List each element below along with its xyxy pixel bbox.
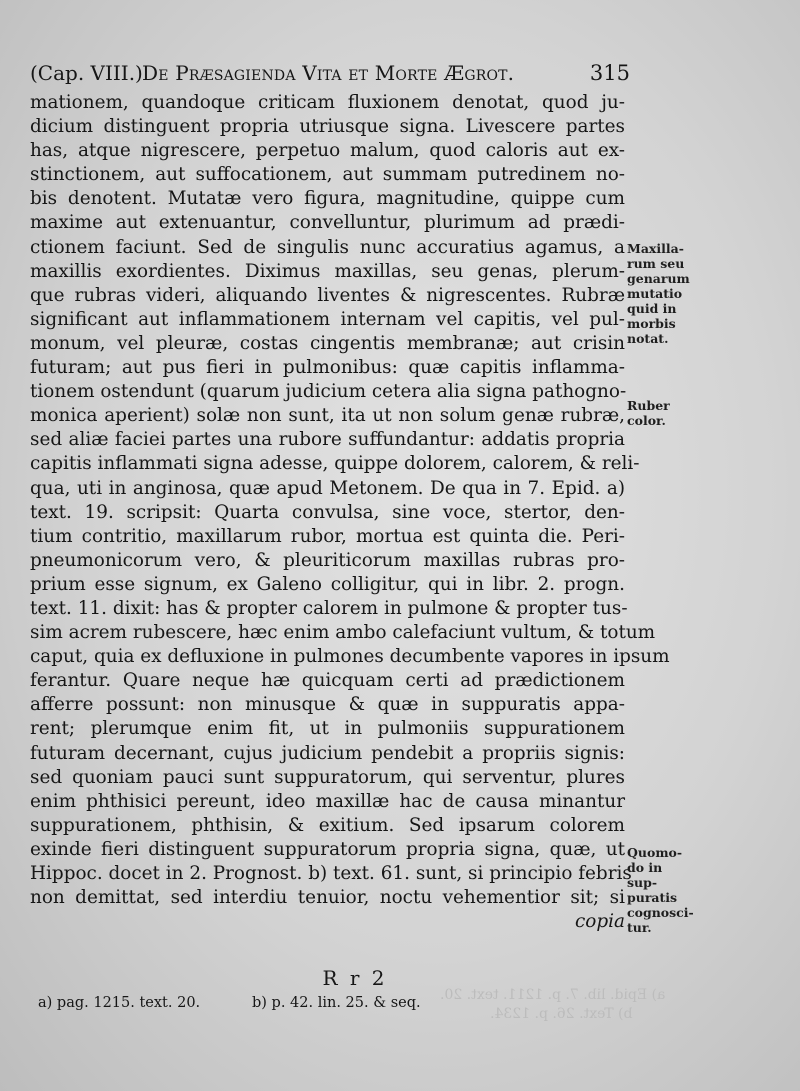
text-line: qua, uti in anginosa, quæ apud Metonem. De qua in 7. Epid. a) [30, 477, 625, 499]
bleed-through-text: b) Text. 26. p. 1234. [490, 1006, 633, 1022]
text-line: Hippoc. docet in 2. Prognost. b) text. 61. sunt, si principio febris [30, 863, 632, 884]
text-line: exinde fieri distinguent suppuratorum propria signa, quæ, ut [30, 838, 625, 860]
signature-mark: R r 2 [322, 966, 388, 990]
margin-note-line: quid in [627, 301, 677, 316]
text-line: sim acrem rubescere, hæc enim ambo calefaciunt vultum, & totum [30, 622, 656, 644]
text-line: rent; plerumque enim fit, ut in pulmoniis suppurationem [30, 718, 625, 740]
text-line: monum, vel pleuræ, costas cingentis membranæ; aut crisin [30, 332, 625, 354]
margin-note-line: mutatio [627, 286, 683, 301]
text-line: text. 19. scripsit: Quarta convulsa, sine voce, stertor, den- [30, 501, 625, 523]
text-line: stinctionem, aut suffocationem, aut summam putredinem no- [30, 164, 625, 186]
text-line: ctionem faciunt. Sed de singulis nunc accuratius agamus, a [30, 236, 625, 258]
text-line: bis denotent. Mutatæ vero figura, magnitudine, quippe cum [30, 188, 625, 210]
footnote-a: a) pag. 1215. text. 20. [38, 995, 201, 1011]
text-line: suppurationem, phthisin, & exitium. Sed ipsarum colorem [30, 814, 625, 836]
text-line: dicium distinguent propria utriusque signa. Livescere partes [30, 116, 625, 138]
running-title: De Præsagienda Vita et Morte Ægrot. [142, 61, 515, 85]
text-line: has, atque nigrescere, perpetuo malum, quod caloris aut ex- [30, 140, 625, 162]
text-line: tium contritio, maxillarum rubor, mortua est quinta die. Peri- [30, 525, 625, 547]
text-line: pneumonicorum vero, & pleuriticorum maxillas rubras pro- [30, 549, 625, 571]
text-line: ferantur. Quare neque hæ quicquam certi ad prædictionem [30, 670, 625, 692]
text-line: futuram; aut pus fieri in pulmonibus: quæ capitis inflamma- [30, 357, 625, 379]
chapter-label: (Cap. VIII.) [30, 61, 143, 85]
bleed-through-text: a) Epid. lib. 7. p. 1211. text. 20. [440, 987, 666, 1003]
text-line: sed aliæ faciei partes una rubore suffundantur: addatis propria [30, 429, 625, 451]
margin-note-line: Ruber [627, 398, 670, 413]
margin-note-line: genarum [627, 271, 690, 286]
catchword: copia [575, 911, 625, 933]
margin-note-quomodo [627, 845, 695, 935]
margin-note-line: do in sup- [627, 860, 663, 890]
text-line: mationem, quandoque criticam fluxionem denotat, quod ju- [30, 92, 625, 113]
text-line: capitis inflammati signa adesse, quippe dolorem, calorem, & reli- [30, 453, 640, 475]
margin-note-line: cognosci- [627, 905, 694, 920]
text-line: afferre possunt: non minusque & quæ in suppuratis appa- [30, 694, 625, 716]
margin-note-line: morbis [627, 316, 676, 331]
text-line: text. 11. dixit: has & propter calorem in pulmone & propter tus- [30, 597, 628, 619]
text-line: maxime aut extenuantur, convelluntur, plurimum ad prædi- [30, 212, 625, 234]
margin-note-line: Quomo- [627, 845, 683, 860]
margin-note-line: tur. [627, 920, 652, 935]
text-line: caput, quia ex defluxione in pulmones decumbente vapores in ipsum [30, 646, 670, 668]
margin-note-line: notat. [627, 331, 669, 346]
text-line: prium esse signum, ex Galeno colligitur, qui in libr. 2. progn. [30, 573, 625, 595]
text-line: monica aperient) solæ non sunt, ita ut non solum genæ rubræ, [30, 405, 625, 427]
text-line: enim phthisici pereunt, ideo maxillæ hac de causa minantur [30, 790, 625, 812]
margin-note-maxillae [627, 241, 695, 346]
text-line: non demittat, sed interdiu tenuior, noctu vehementior sit; si [30, 887, 625, 909]
text-line: significant aut inflammationem internam vel capitis, vel pul- [30, 308, 625, 330]
text-line: tionem ostendunt (quarum judicium cetera alia signa pathogno- [30, 381, 627, 403]
margin-note-line: color. [627, 413, 666, 428]
text-line: futuram decernant, cujus judicium pendebit a propriis signis: [30, 742, 625, 764]
margin-note-line: Maxilla- [627, 241, 684, 256]
text-line: maxillis exordientes. Diximus maxillas, seu genas, plerum- [30, 260, 625, 282]
page-number: 315 [589, 61, 630, 85]
text-line: que rubras videri, aliquando liventes & nigrescentes. Rubræ [30, 284, 625, 306]
margin-note-line: puratis [627, 890, 678, 905]
margin-note-ruber [627, 398, 695, 428]
running-header [30, 58, 630, 88]
footnote-b: b) p. 42. lin. 25. & seq. [252, 995, 421, 1011]
text-line: sed quoniam pauci sunt suppuratorum, qui serventur, plures [30, 766, 625, 788]
margin-note-line: rum seu [627, 256, 685, 271]
